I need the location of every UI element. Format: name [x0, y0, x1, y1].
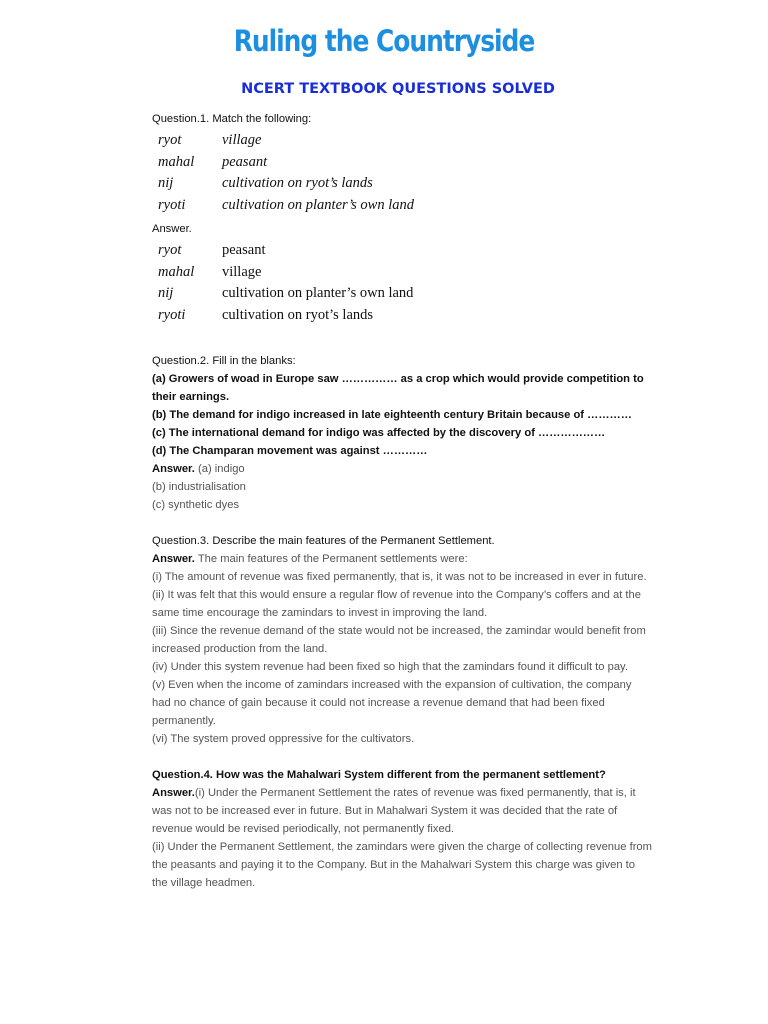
match-term: ryoti: [158, 196, 186, 213]
match-row: [158, 195, 652, 217]
answer-text: (c) synthetic dyes: [152, 499, 240, 511]
match-row: [158, 262, 652, 284]
answer-point: (vi) The system proved oppressive for the cultivators.: [152, 733, 415, 745]
answer-point: (v) Even when the income of zamindars increased with the expansion of cultivation, the company had no chance of gain because it could not increase a revenue demand that had been fixed permanently.: [152, 679, 632, 727]
answer-text: The main features of the Permanent settlements were:: [197, 553, 468, 565]
match-definition: cultivation on planter’s own land: [222, 196, 414, 213]
question-1: Question.1. Match the following:: [152, 113, 312, 125]
match-term: nij: [158, 175, 174, 191]
blank-item: (c) The international demand for indigo was affected by the discovery of ………………: [152, 427, 606, 439]
answer-point: (ii) Under the Permanent Settlement, the zamindars were given the charge of collecting revenue from the peasants and paying it to the Company. But in the Mahalwari System this charge was given to the village headmen.: [152, 841, 652, 889]
blank-item: (d) The Champaran movement was against …………: [152, 445, 428, 457]
answer-point: (i) The amount of revenue was fixed permanently, that is, it was not to be increased in ever in future.: [152, 571, 647, 583]
match-term: mahal: [158, 263, 195, 280]
answer-4: [152, 784, 652, 838]
match-row: [158, 152, 652, 174]
match-row: [158, 130, 652, 152]
match-table-question: [158, 130, 652, 216]
document-body: [152, 110, 652, 892]
match-row: [158, 240, 652, 262]
page-subtitle: NCERT TEXTBOOK QUESTIONS SOLVED: [241, 81, 555, 97]
page-title: Ruling the Countryside: [233, 24, 535, 58]
match-definition: peasant: [222, 153, 268, 170]
match-definition: cultivation on planter’s own land: [222, 285, 414, 301]
match-definition: cultivation on ryot’s lands: [222, 306, 374, 323]
match-term: ryot: [158, 132, 182, 148]
match-row: [158, 283, 652, 305]
answer-point: (iii) Since the revenue demand of the state would not be increased, the zamindar would benefit from increased production from the land.: [152, 625, 646, 655]
answer-point: (iv) Under this system revenue had been fixed so high that the zamindars found it difficult to pay.: [152, 661, 628, 673]
match-term: mahal: [158, 153, 195, 170]
answer-label: Answer.: [152, 787, 195, 799]
match-table-answer: [158, 240, 652, 326]
answer-label: Answer.: [152, 463, 195, 475]
answer-text: (a) indigo: [198, 463, 245, 475]
question-4: Question.4. How was the Mahalwari System different from the permanent settlement?: [152, 769, 606, 781]
blank-item: (a) Growers of woad in Europe saw …………… as a crop which would provide competition to their earnings.: [152, 373, 644, 403]
answer-3: [152, 550, 652, 568]
match-definition: village: [222, 263, 262, 280]
match-row: [158, 173, 652, 195]
match-definition: peasant: [222, 242, 266, 258]
answer-text: (b) industrialisation: [152, 481, 246, 493]
answer-point: (ii) It was felt that this would ensure a regular flow of revenue into the Company’s coffers and at the same time encourage the zamindars to invest in improving the land.: [152, 589, 641, 619]
answer-label: Answer.: [152, 553, 195, 565]
question-3: Question.3. Describe the main features of the Permanent Settlement.: [152, 535, 495, 547]
answer-2: [152, 460, 652, 478]
blank-item: (b) The demand for indigo increased in late eighteenth century Britain because of …………: [152, 409, 632, 421]
answer-1-label: Answer.: [152, 223, 192, 235]
match-definition: cultivation on ryot’s lands: [222, 175, 373, 191]
match-row: [158, 305, 652, 327]
match-term: ryoti: [158, 306, 186, 323]
match-definition: village: [222, 132, 262, 148]
answer-text: (i) Under the Permanent Settlement the rates of revenue was fixed permanently, that is, it was not to be increased ever in future. But in Mahalwari System it was decided that the rate of revenue would be revised periodically, not permanently fixed.: [152, 787, 636, 835]
match-term: nij: [158, 285, 174, 301]
match-term: ryot: [158, 242, 182, 258]
question-2: Question.2. Fill in the blanks:: [152, 355, 296, 367]
